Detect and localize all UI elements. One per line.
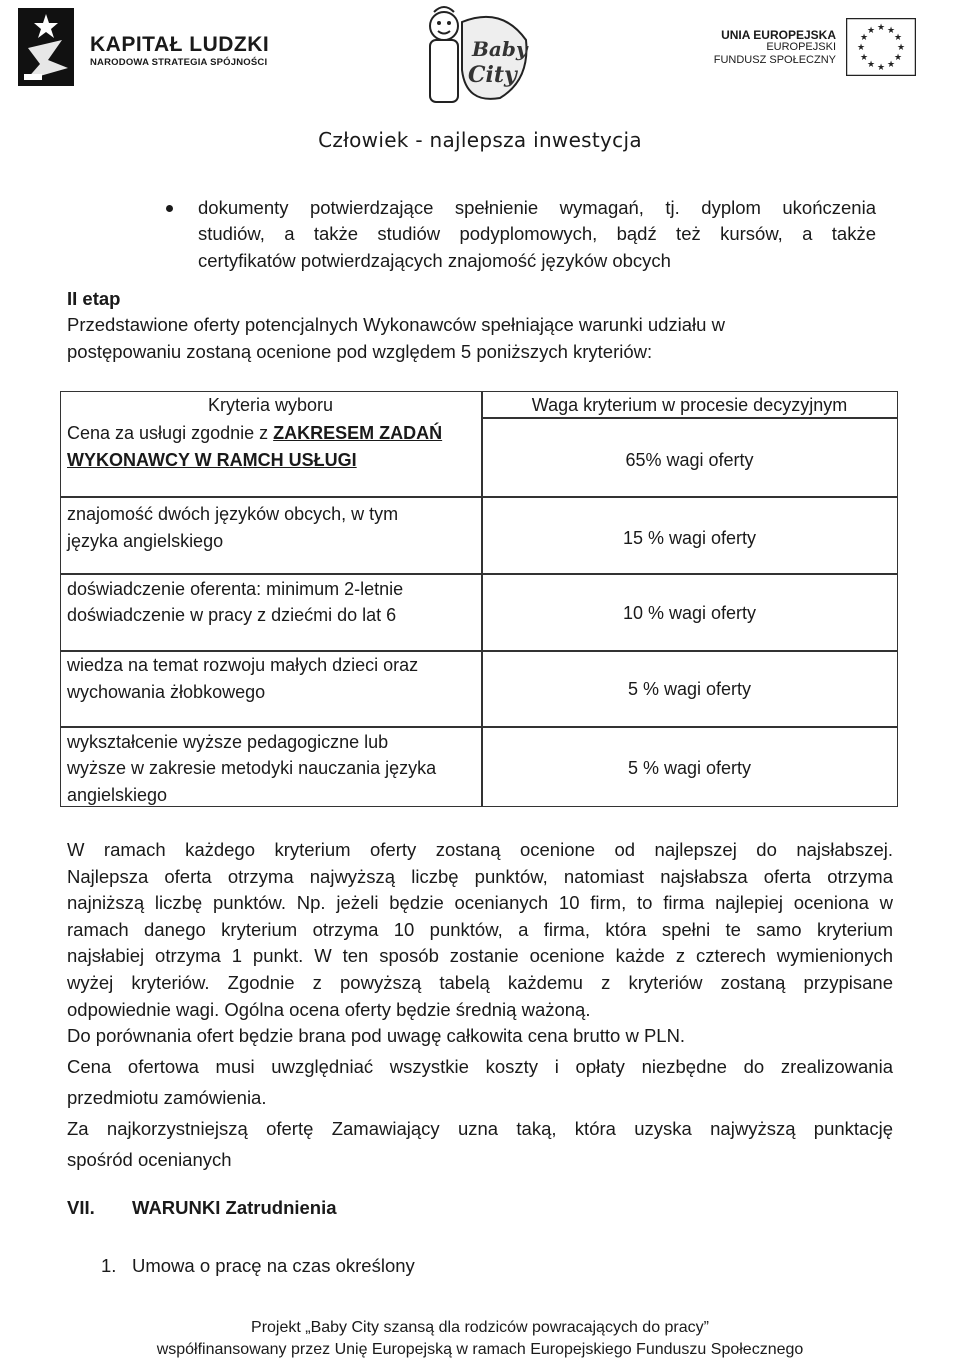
table-cell-criterion: znajomość dwóch języków obcych, w tym (67, 504, 399, 524)
table-cell-criterion: wykształcenie wyższe pedagogiczne lub (67, 732, 389, 752)
evaluation-line: najsłabiej otrzyma 1 punkt. W ten sposób zostanie ocenione każde z czterech wymienionych (67, 945, 893, 966)
cost-line: przedmiotu zamówienia. (67, 1087, 267, 1108)
baby-city-logo (422, 0, 534, 110)
table-cell-criterion: angielskiego (67, 785, 168, 805)
table-row-divider (60, 650, 898, 652)
table-header-divider (481, 417, 898, 419)
footer-line2: współfinansowany przez Unię Europejską w ramach Europejskiego Funduszu Społecznego (156, 1341, 804, 1358)
table-cell-weight: 15 % wagi oferty (622, 528, 757, 548)
best-offer-line: Za najkorzystniejszą ofertę Zamawiający uzna taką, która uzyska najwyższą punktację (67, 1118, 893, 1139)
tagline: Człowiek - najlepsza inwestycja (318, 128, 642, 152)
stage-heading: II etap (67, 288, 121, 309)
evaluation-line: W ramach każdego kryterium oferty zostaną ocenione od najlepszej do najsłabszej. (67, 839, 893, 860)
list-item-number: 1. (101, 1255, 117, 1276)
svg-text:★: ★ (876, 23, 886, 33)
svg-text:★: ★ (876, 63, 886, 73)
kapital-ludzki-logo (18, 8, 74, 86)
section-title: WARUNKI Zatrudnienia (132, 1197, 337, 1218)
bullet-line: certyfikatów potwierdzających znajomość języków obcych (198, 250, 671, 271)
table-cell-weight: 5 % wagi oferty (627, 758, 752, 778)
list-item-text: Umowa o pracę na czas określony (132, 1255, 415, 1276)
table-cell-criterion: języka angielskiego (67, 531, 224, 551)
svg-text:★: ★ (886, 60, 896, 70)
baby-city-top-text: Baby (472, 37, 528, 61)
eu-flag-icon (846, 18, 916, 76)
cost-line: Cena ofertowa musi uwzględniać wszystkie koszty i opłaty niezbędne do zrealizowania (67, 1056, 893, 1077)
table-cell-criterion: wychowania żłobkowego (67, 682, 266, 702)
bullet-icon (166, 205, 173, 212)
bullet-line: studiów, a także studiów podyplomowych, bądź też kursów, a także (198, 223, 876, 244)
table-row-divider (60, 496, 898, 498)
table-cell-criterion: Cena za usługi zgodnie z ZAKRESEM ZADAŃ (67, 423, 443, 443)
scope-link: ZAKRESEM ZADAŃ (273, 423, 443, 443)
table-cell-criterion: doświadczenie w pracy z dziećmi do lat 6 (67, 605, 397, 625)
evaluation-line: ramach danego kryterium otrzyma 10 punktów, a firma, która spełni te samo kryterium (67, 919, 893, 940)
svg-text:★: ★ (859, 33, 869, 43)
table-cell-criterion: WYKONAWCY W RAMCH USŁUGI (67, 450, 357, 470)
eu-line1: UNIA EUROPEJSKA (721, 28, 836, 42)
table-cell-weight: 65% wagi oferty (625, 450, 754, 470)
table-header-criteria: Kryteria wyboru (207, 395, 334, 415)
evaluation-line: odpowiednie wagi. Ogólna ocena oferty będzie średnią ważoną. (67, 999, 591, 1020)
evaluation-line: najniższą liczbę punktów. Np. jeżeli będzie ocenianych 10 firm, to firma najlepiej oceniona w (67, 892, 893, 913)
table-header-weight: Waga kryterium w procesie decyzyjnym (531, 395, 848, 415)
table-cell-criterion: wyższe w zakresie metodyki nauczania języka (67, 758, 437, 778)
svg-text:★: ★ (893, 53, 903, 63)
baby-city-bottom-text: City (468, 62, 517, 88)
svg-text:★: ★ (856, 43, 866, 53)
eu-line2: EUROPEJSKI (766, 41, 836, 53)
svg-text:★: ★ (896, 43, 906, 53)
evaluation-line: Najlepsza oferta otrzyma najwyższą liczbę punktów, natomiast najsłabsza oferta otrzyma (67, 866, 893, 887)
table-cell-criterion: wiedza na temat rozwoju małych dzieci oraz (67, 655, 419, 675)
table-cell-weight: 5 % wagi oferty (627, 679, 752, 699)
table-cell-weight: 10 % wagi oferty (622, 603, 757, 623)
stage-line: Przedstawione oferty potencjalnych Wykonawców spełniające warunki udziału w (67, 314, 725, 335)
svg-text:★: ★ (866, 60, 876, 70)
svg-text:★: ★ (859, 53, 869, 63)
eu-line3: FUNDUSZ SPOŁECZNY (713, 54, 836, 66)
kapital-ludzki-title: KAPITAŁ LUDZKI (90, 33, 270, 56)
svg-text:★: ★ (886, 26, 896, 36)
table-row-divider (60, 726, 898, 728)
evaluation-line: wyżej kryteriów. Zgodnie z powyższą tabelą każdemu z kryteriów zostaną przypisane (67, 972, 893, 993)
stage-line: postępowaniu zostaną ocenione pod względem 5 poniższych kryteriów: (67, 341, 653, 362)
table-cell-criterion: doświadczenie oferenta: minimum 2-letnie (67, 579, 404, 599)
table-row-divider (60, 573, 898, 575)
price-note: Do porównania ofert będzie brana pod uwagę całkowita cena brutto w PLN. (67, 1025, 686, 1046)
kapital-ludzki-subtitle: NARODOWA STRATEGIA SPÓJNOŚCI (90, 57, 268, 68)
best-offer-line: spośród ocenianych (67, 1149, 232, 1170)
footer-line1: Projekt „Baby City szansą dla rodziców powracających do pracy” (251, 1319, 709, 1336)
bullet-line: dokumenty potwierdzające spełnienie wymagań, tj. dyplom ukończenia (198, 197, 876, 218)
section-number: VII. (67, 1197, 95, 1218)
svg-text:★: ★ (893, 33, 903, 43)
svg-text:★: ★ (866, 26, 876, 36)
